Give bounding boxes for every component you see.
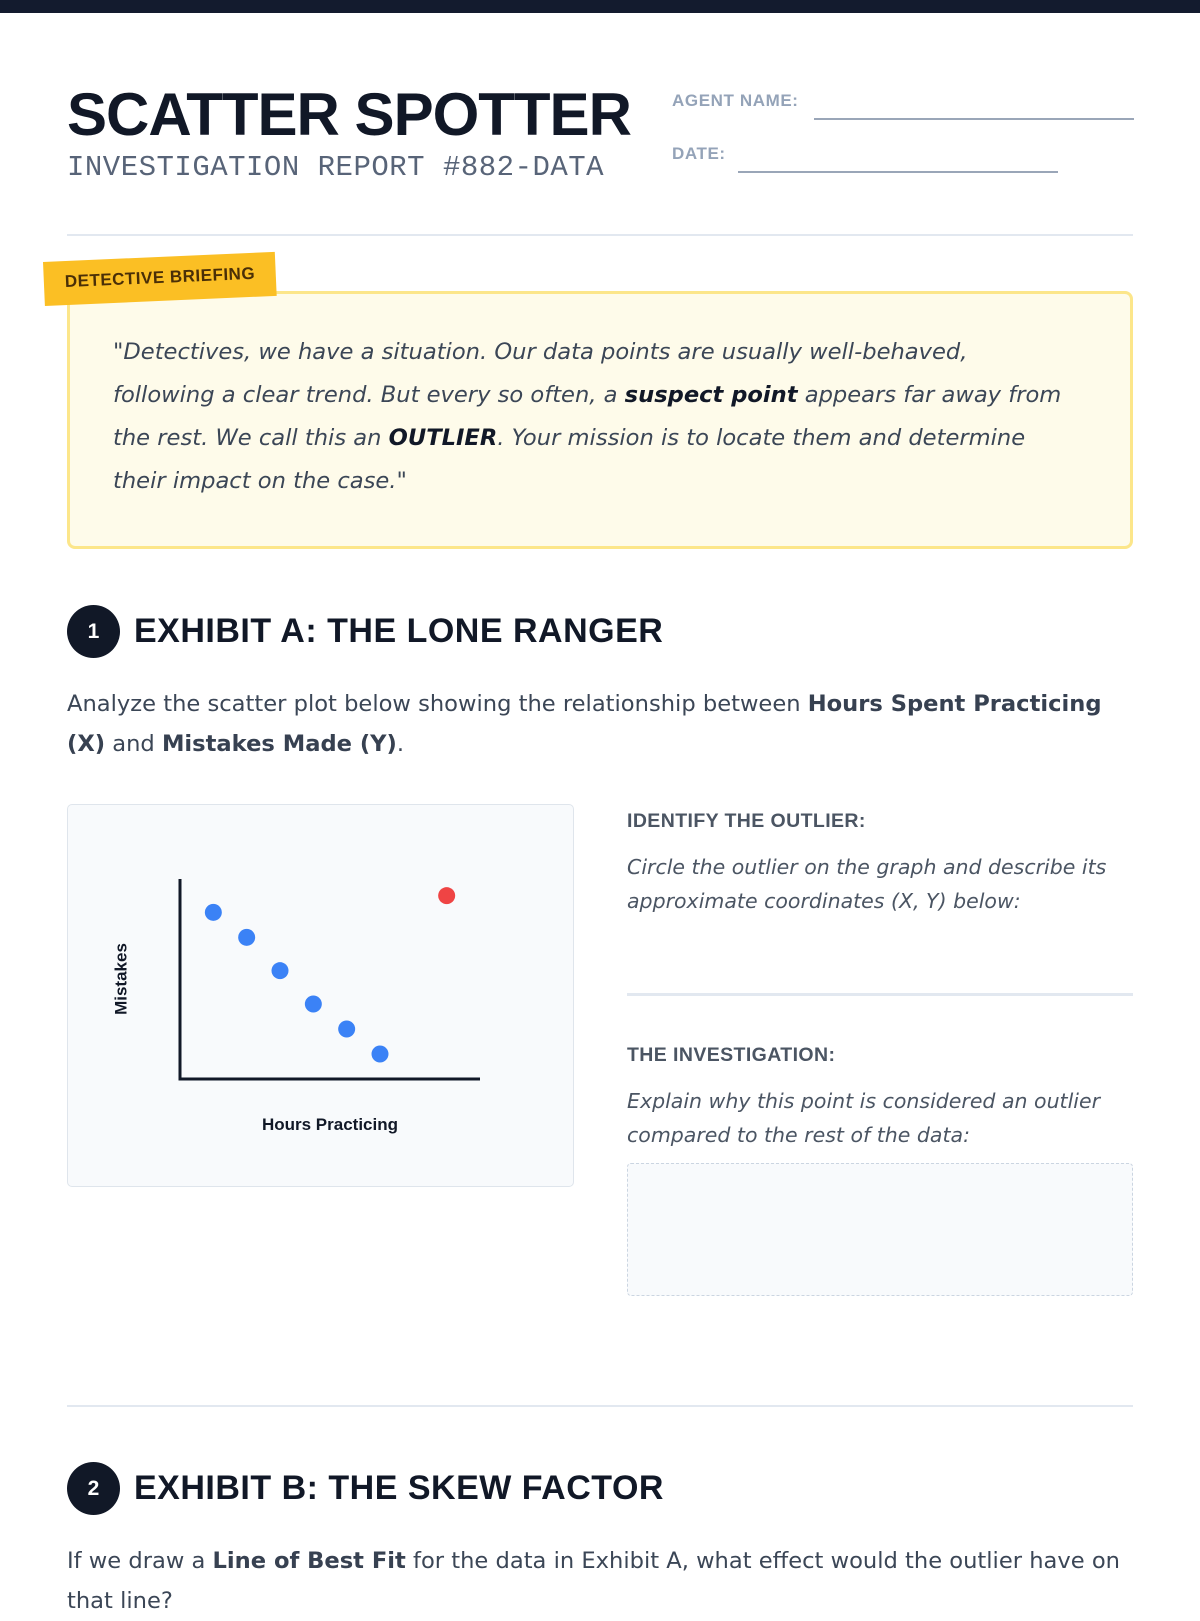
agent-name-field[interactable]	[814, 118, 1134, 120]
investigation-hint: Explain why this point is considered an outlier compared to the rest of the data:	[627, 1089, 1101, 1147]
exhibit-a-title: EXHIBIT A: THE LONE RANGER	[134, 612, 664, 650]
data-point[interactable]	[272, 962, 289, 979]
date-field[interactable]	[738, 171, 1058, 173]
exhibit-b-title: EXHIBIT B: THE SKEW FACTOR	[134, 1469, 664, 1507]
data-point[interactable]	[305, 996, 322, 1013]
report-subtitle: INVESTIGATION REPORT #882-DATA	[67, 151, 605, 184]
agent-name-label: AGENT NAME:	[672, 91, 799, 110]
coordinates-answer-line[interactable]	[627, 993, 1133, 996]
header-divider	[67, 234, 1133, 236]
top-bar	[0, 0, 1200, 13]
data-point[interactable]	[238, 929, 255, 946]
data-point[interactable]	[372, 1046, 389, 1063]
data-point[interactable]	[205, 904, 222, 921]
investigation-label: THE INVESTIGATION:	[627, 1044, 836, 1066]
identify-outlier-hint: Circle the outlier on the graph and describe its approximate coordinates (X, Y) below:	[627, 855, 1107, 913]
briefing-tag: DETECTIVE BRIEFING	[43, 252, 277, 306]
exhibit-b-intro: If we draw a Line of Best Fit for the data in Exhibit A, what effect would the outlier have on that line?	[67, 1548, 1120, 1614]
page-title: SCATTER SPOTTER	[67, 81, 631, 148]
date-label: DATE:	[672, 144, 726, 163]
briefing-box	[67, 291, 1133, 549]
investigation-answer-box[interactable]	[627, 1163, 1133, 1296]
section-divider	[67, 1405, 1133, 1407]
scatter-plot[interactable]	[68, 805, 575, 1188]
exhibit-a-intro: Analyze the scatter plot below showing the relationship between Hours Spent Practicing (X) and Mistakes Made (Y).	[67, 691, 1102, 757]
section-number-badge: 1	[67, 605, 120, 658]
identify-outlier-label: IDENTIFY THE OUTLIER:	[627, 810, 866, 832]
x-axis-label: Hours Practicing	[261, 1115, 399, 1134]
section-number-badge: 2	[67, 1462, 120, 1515]
outlier-point[interactable]	[438, 887, 455, 904]
y-axis-label: Mistakes	[111, 943, 131, 1015]
scatter-plot-card	[67, 804, 574, 1187]
briefing-text: "Detectives, we have a situation. Our data points are usually well-behaved, following a clear trend. But every so often, a suspect point appears far away from the rest. We call this an OUTLIER. Your mission is to locate them and determine their impact on the case."	[113, 339, 1062, 494]
data-point[interactable]	[338, 1021, 355, 1038]
